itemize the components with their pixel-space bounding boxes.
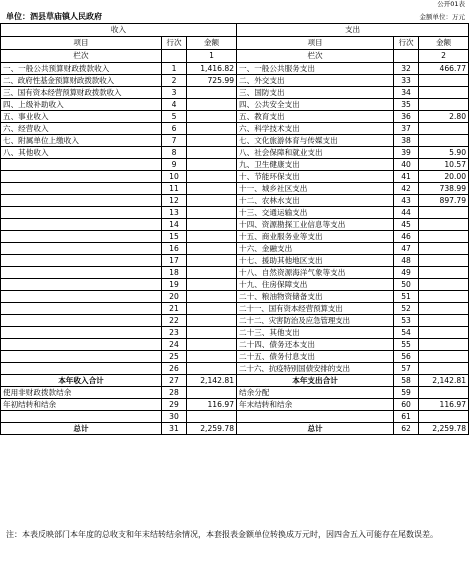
income-line-number: 30 xyxy=(162,411,187,423)
income-amount-header: 金额 xyxy=(187,37,237,50)
income-line-number: 5 xyxy=(162,111,187,123)
income-item-name: 六、经营收入 xyxy=(1,123,162,135)
expense-item-name xyxy=(237,411,394,423)
expense-item-name: 十五、商业服务业等支出 xyxy=(237,231,394,243)
income-line-number: 28 xyxy=(162,387,187,399)
expense-amount xyxy=(419,243,469,255)
income-amount xyxy=(187,231,237,243)
income-line-number: 10 xyxy=(162,171,187,183)
income-item-name: 四、上级补助收入 xyxy=(1,99,162,111)
expense-amount: 116.97 xyxy=(419,399,469,411)
expense-item-name: 十三、交通运输支出 xyxy=(237,207,394,219)
expense-amount: 5.90 xyxy=(419,147,469,159)
income-item-name xyxy=(1,411,162,423)
expense-line-header: 行次 xyxy=(394,37,419,50)
income-item-name xyxy=(1,315,162,327)
table-row xyxy=(1,255,469,267)
footnote: 注：本表反映部门本年度的总收支和年末结转结余情况，本套报表金额单位转换成万元时，因四舍五入可能存在尾数误差。 xyxy=(6,530,438,539)
income-amount xyxy=(187,123,237,135)
expense-amount: 738.99 xyxy=(419,183,469,195)
income-item-name xyxy=(1,183,162,195)
table-row xyxy=(1,147,469,159)
income-line-number: 20 xyxy=(162,291,187,303)
expense-item-name: 二十、粮油物资储备支出 xyxy=(237,291,394,303)
expense-line-number: 33 xyxy=(394,75,419,87)
expense-amount: 2,259.78 xyxy=(419,423,469,435)
expense-line-number: 35 xyxy=(394,99,419,111)
expense-line-number: 38 xyxy=(394,135,419,147)
table-row xyxy=(1,243,469,255)
income-item-name: 八、其他收入 xyxy=(1,147,162,159)
income-expense-table xyxy=(0,23,469,435)
table-row xyxy=(1,219,469,231)
expense-line-number: 41 xyxy=(394,171,419,183)
expense-amount: 2.80 xyxy=(419,111,469,123)
table-row xyxy=(1,75,469,87)
table-row xyxy=(1,327,469,339)
table-row xyxy=(1,159,469,171)
income-item-name: 七、附属单位上缴收入 xyxy=(1,135,162,147)
table-row xyxy=(1,411,469,423)
income-amount xyxy=(187,279,237,291)
expense-amount-header: 金额 xyxy=(419,37,469,50)
income-line-number: 29 xyxy=(162,399,187,411)
expense-amount xyxy=(419,411,469,423)
table-row xyxy=(1,171,469,183)
expense-amount xyxy=(419,219,469,231)
income-line-number: 18 xyxy=(162,267,187,279)
income-line-number: 12 xyxy=(162,195,187,207)
money-unit: 金额单位：万元 xyxy=(419,13,465,21)
expense-amount xyxy=(419,387,469,399)
income-item-name: 五、事业收入 xyxy=(1,111,162,123)
table-row xyxy=(1,207,469,219)
expense-amount xyxy=(419,255,469,267)
expense-title: 支出 xyxy=(237,24,469,37)
expense-item-name: 十七、援助其他地区支出 xyxy=(237,255,394,267)
expense-item-name: 二十二、灾害防治及应急管理支出 xyxy=(237,315,394,327)
unit-label: 单位：泗县草庙镇人民政府 xyxy=(6,12,102,21)
expense-line-number: 54 xyxy=(394,327,419,339)
expense-amount xyxy=(419,87,469,99)
expense-line-number: 39 xyxy=(394,147,419,159)
expense-item-name: 十八、自然资源海洋气象等支出 xyxy=(237,267,394,279)
header-row-columns xyxy=(1,37,469,50)
income-amount xyxy=(187,303,237,315)
expense-amount xyxy=(419,351,469,363)
income-amount xyxy=(187,315,237,327)
table-row xyxy=(1,423,469,435)
header-row-section xyxy=(1,24,469,37)
table-row xyxy=(1,87,469,99)
expense-line-number: 34 xyxy=(394,87,419,99)
expense-line-number: 42 xyxy=(394,183,419,195)
income-amount xyxy=(187,339,237,351)
expense-amount xyxy=(419,135,469,147)
expense-item-name: 十、节能环保支出 xyxy=(237,171,394,183)
income-col-number: 1 xyxy=(187,50,237,63)
income-item-name xyxy=(1,327,162,339)
income-amount xyxy=(187,195,237,207)
income-line-number: 27 xyxy=(162,375,187,387)
income-line-number: 6 xyxy=(162,123,187,135)
expense-item-name: 八、社会保障和就业支出 xyxy=(237,147,394,159)
income-amount xyxy=(187,327,237,339)
income-amount: 1,416.82 xyxy=(187,63,237,75)
expense-item-name: 二、外交支出 xyxy=(237,75,394,87)
expense-item-name: 十一、城乡社区支出 xyxy=(237,183,394,195)
expense-amount: 466.77 xyxy=(419,63,469,75)
expense-line-number: 57 xyxy=(394,363,419,375)
income-line-number: 13 xyxy=(162,207,187,219)
income-amount xyxy=(187,87,237,99)
income-line-number: 8 xyxy=(162,147,187,159)
expense-item-name: 九、卫生健康支出 xyxy=(237,159,394,171)
table-row xyxy=(1,387,469,399)
table-row xyxy=(1,267,469,279)
table-row xyxy=(1,363,469,375)
expense-line-number: 36 xyxy=(394,111,419,123)
income-amount xyxy=(187,111,237,123)
expense-amount: 10.57 xyxy=(419,159,469,171)
income-line-number: 4 xyxy=(162,99,187,111)
expense-line-number: 60 xyxy=(394,399,419,411)
form-code: 公开01表 xyxy=(437,0,465,8)
expense-line-number: 59 xyxy=(394,387,419,399)
income-amount: 116.97 xyxy=(187,399,237,411)
table-row xyxy=(1,303,469,315)
table-row xyxy=(1,63,469,75)
income-line-number: 15 xyxy=(162,231,187,243)
income-line-number: 11 xyxy=(162,183,187,195)
expense-line-number: 45 xyxy=(394,219,419,231)
income-line-number: 3 xyxy=(162,87,187,99)
income-amount: 2,142.81 xyxy=(187,375,237,387)
table-row xyxy=(1,339,469,351)
table-row xyxy=(1,231,469,243)
income-line-number: 17 xyxy=(162,255,187,267)
income-item-name: 一、一般公共预算财政拨款收入 xyxy=(1,63,162,75)
expense-amount xyxy=(419,267,469,279)
income-amount xyxy=(187,219,237,231)
table-row xyxy=(1,135,469,147)
income-item-header: 项目 xyxy=(1,37,162,50)
expense-amount xyxy=(419,303,469,315)
expense-item-name: 四、公共安全支出 xyxy=(237,99,394,111)
expense-item-name: 二十三、其他支出 xyxy=(237,327,394,339)
income-line-number: 24 xyxy=(162,339,187,351)
income-item-name xyxy=(1,255,162,267)
income-item-name xyxy=(1,219,162,231)
table-row xyxy=(1,399,469,411)
income-line-number: 14 xyxy=(162,219,187,231)
income-item-name: 年初结转和结余 xyxy=(1,399,162,411)
expense-item-name: 十二、农林水支出 xyxy=(237,195,394,207)
expense-amount xyxy=(419,75,469,87)
income-amount xyxy=(187,363,237,375)
income-item-name xyxy=(1,363,162,375)
expense-line-number: 52 xyxy=(394,303,419,315)
income-item-name: 二、政府性基金预算财政拨款收入 xyxy=(1,75,162,87)
table-row xyxy=(1,375,469,387)
expense-amount xyxy=(419,123,469,135)
income-title: 收入 xyxy=(1,24,237,37)
income-line-number: 19 xyxy=(162,279,187,291)
table-row xyxy=(1,123,469,135)
expense-line-number: 40 xyxy=(394,159,419,171)
expense-item-name: 二十四、债务还本支出 xyxy=(237,339,394,351)
header-row-col-label xyxy=(1,50,469,63)
income-item-name: 总计 xyxy=(1,423,162,435)
income-item-name: 三、国有资本经营预算财政拨款收入 xyxy=(1,87,162,99)
income-item-name: 使用非财政拨款结余 xyxy=(1,387,162,399)
income-amount xyxy=(187,99,237,111)
table-row xyxy=(1,279,469,291)
expense-line-number: 46 xyxy=(394,231,419,243)
income-line-number: 7 xyxy=(162,135,187,147)
income-line-number: 31 xyxy=(162,423,187,435)
income-amount xyxy=(187,147,237,159)
expense-line-number: 48 xyxy=(394,255,419,267)
expense-item-name: 总计 xyxy=(237,423,394,435)
table-row xyxy=(1,315,469,327)
expense-line-number: 62 xyxy=(394,423,419,435)
income-amount xyxy=(187,159,237,171)
expense-line-number: 47 xyxy=(394,243,419,255)
income-item-name xyxy=(1,207,162,219)
expense-line-number: 58 xyxy=(394,375,419,387)
expense-amount: 897.79 xyxy=(419,195,469,207)
expense-col-label: 栏次 xyxy=(237,50,394,63)
income-amount xyxy=(187,171,237,183)
expense-line-number: 51 xyxy=(394,291,419,303)
expense-col-line-blank xyxy=(394,50,419,63)
income-amount xyxy=(187,351,237,363)
income-amount xyxy=(187,135,237,147)
income-amount xyxy=(187,243,237,255)
income-line-number: 9 xyxy=(162,159,187,171)
income-item-name: 本年收入合计 xyxy=(1,375,162,387)
income-line-number: 26 xyxy=(162,363,187,375)
income-col-line-blank xyxy=(162,50,187,63)
income-line-header: 行次 xyxy=(162,37,187,50)
expense-amount xyxy=(419,327,469,339)
expense-item-name: 三、国防支出 xyxy=(237,87,394,99)
table-row xyxy=(1,183,469,195)
expense-amount xyxy=(419,231,469,243)
income-amount xyxy=(187,387,237,399)
income-amount: 725.99 xyxy=(187,75,237,87)
income-amount xyxy=(187,267,237,279)
expense-item-name: 二十一、国有资本经营预算支出 xyxy=(237,303,394,315)
income-line-number: 1 xyxy=(162,63,187,75)
expense-item-name: 五、教育支出 xyxy=(237,111,394,123)
expense-col-number: 2 xyxy=(419,50,469,63)
income-col-label: 栏次 xyxy=(1,50,162,63)
expense-line-number: 44 xyxy=(394,207,419,219)
expense-amount xyxy=(419,99,469,111)
expense-line-number: 50 xyxy=(394,279,419,291)
expense-line-number: 55 xyxy=(394,339,419,351)
expense-item-name: 二十五、债务付息支出 xyxy=(237,351,394,363)
income-item-name xyxy=(1,279,162,291)
expense-item-name: 十九、住房保障支出 xyxy=(237,279,394,291)
expense-amount xyxy=(419,363,469,375)
expense-item-name: 本年支出合计 xyxy=(237,375,394,387)
expense-item-header: 项目 xyxy=(237,37,394,50)
table-row xyxy=(1,99,469,111)
income-amount xyxy=(187,255,237,267)
income-line-number: 22 xyxy=(162,315,187,327)
expense-item-name: 二十六、抗疫特别国债安排的支出 xyxy=(237,363,394,375)
expense-amount xyxy=(419,207,469,219)
income-item-name xyxy=(1,303,162,315)
expense-amount: 2,142.81 xyxy=(419,375,469,387)
income-amount xyxy=(187,411,237,423)
expense-amount xyxy=(419,279,469,291)
expense-item-name: 六、科学技术支出 xyxy=(237,123,394,135)
income-item-name xyxy=(1,243,162,255)
expense-line-number: 53 xyxy=(394,315,419,327)
expense-item-name: 十四、资源勘探工业信息等支出 xyxy=(237,219,394,231)
income-amount xyxy=(187,207,237,219)
income-line-number: 2 xyxy=(162,75,187,87)
expense-line-number: 43 xyxy=(394,195,419,207)
income-item-name xyxy=(1,267,162,279)
expense-line-number: 61 xyxy=(394,411,419,423)
expense-line-number: 37 xyxy=(394,123,419,135)
income-line-number: 23 xyxy=(162,327,187,339)
expense-line-number: 56 xyxy=(394,351,419,363)
income-item-name xyxy=(1,351,162,363)
expense-item-name: 年末结转和结余 xyxy=(237,399,394,411)
income-item-name xyxy=(1,291,162,303)
expense-amount xyxy=(419,291,469,303)
expense-amount: 20.00 xyxy=(419,171,469,183)
table-body xyxy=(1,24,469,435)
income-amount xyxy=(187,183,237,195)
expense-item-name: 结余分配 xyxy=(237,387,394,399)
table-row xyxy=(1,351,469,363)
expense-line-number: 49 xyxy=(394,267,419,279)
income-amount xyxy=(187,291,237,303)
expense-item-name: 七、文化旅游体育与传媒支出 xyxy=(237,135,394,147)
income-line-number: 16 xyxy=(162,243,187,255)
income-item-name xyxy=(1,195,162,207)
expense-line-number: 32 xyxy=(394,63,419,75)
income-item-name xyxy=(1,339,162,351)
expense-amount xyxy=(419,339,469,351)
expense-item-name: 十六、金融支出 xyxy=(237,243,394,255)
income-amount: 2,259.78 xyxy=(187,423,237,435)
income-line-number: 21 xyxy=(162,303,187,315)
expense-item-name: 一、一般公共服务支出 xyxy=(237,63,394,75)
table-row xyxy=(1,291,469,303)
income-item-name xyxy=(1,231,162,243)
income-line-number: 25 xyxy=(162,351,187,363)
expense-amount xyxy=(419,315,469,327)
table-row xyxy=(1,195,469,207)
income-item-name xyxy=(1,171,162,183)
table-row xyxy=(1,111,469,123)
income-item-name xyxy=(1,159,162,171)
